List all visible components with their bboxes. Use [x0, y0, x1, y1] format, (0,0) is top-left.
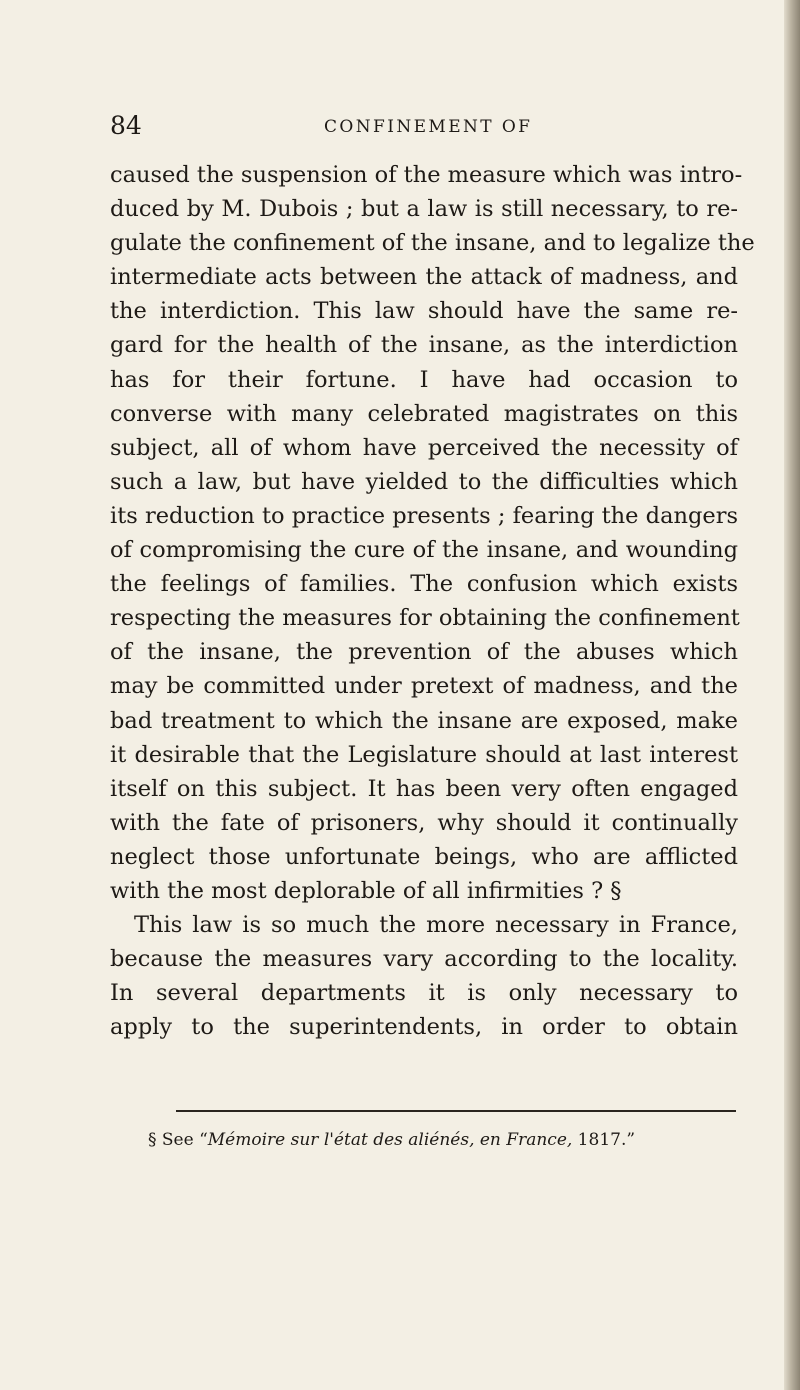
footnote-suffix: 1817.” [572, 1130, 636, 1150]
running-head: CONFINEMENT OF [324, 117, 533, 137]
text-line: may be committed under pretext of madness, and the [110, 673, 738, 700]
text-line: bad treatment to which the insane are exposed, make [110, 707, 738, 734]
text-line: has for their fortune. I have had occasion to [110, 366, 738, 393]
text-line: it desirable that the Legislature should at last interest [110, 741, 738, 768]
text-line: its reduction to practice presents ; fearing the dangers [110, 502, 738, 529]
paragraph-start-line: This law is so much the more necessary in France, [134, 912, 738, 939]
footnote [148, 1130, 635, 1150]
text-line: caused the suspension of the measure which was intro- [110, 162, 743, 188]
body-text [110, 158, 755, 1044]
text-line: duced by M. Dubois ; but a law is still necessary, to re- [110, 196, 738, 223]
text-line: subject, all of whom have perceived the necessity of [110, 434, 738, 461]
page-edge [784, 0, 800, 1390]
text-line: In several departments it is only necessary to [110, 980, 738, 1007]
text-line: converse with many celebrated magistrates on this [110, 400, 738, 427]
text-line: of compromising the cure of the insane, and wounding [110, 537, 738, 564]
text-line: respecting the measures for obtaining the confinement [110, 605, 740, 632]
page-number: 84 [110, 111, 142, 140]
text-line: because the measures vary according to the locality. [110, 946, 738, 973]
text-line: intermediate acts between the attack of madness, and [110, 264, 738, 291]
text-line: with the fate of prisoners, why should it continually [110, 809, 738, 836]
text-line: of the insane, the prevention of the abuses which [110, 639, 738, 666]
footnote-title: Mémoire sur l'état des aliénés, en France, [207, 1130, 573, 1150]
text-line: itself on this subject. It has been very often engaged [110, 775, 738, 802]
text-line: gard for the health of the insane, as the interdiction [110, 332, 738, 359]
footnote-prefix: § See “ [148, 1130, 208, 1150]
text-line: neglect those unfortunate beings, who are afflicted [110, 843, 738, 870]
footnote-rule [176, 1110, 736, 1112]
text-line: such a law, but have yielded to the difficulties which [110, 468, 738, 495]
text-line: with the most deplorable of all infirmities ? § [110, 877, 622, 904]
text-line: apply to the superintendents, in order to obtain [110, 1014, 738, 1041]
text-line: gulate the confinement of the insane, and to legalize the [110, 230, 755, 257]
text-line: the feelings of families. The confusion which exists [110, 571, 738, 598]
text-line: the interdiction. This law should have the same re- [110, 298, 738, 325]
